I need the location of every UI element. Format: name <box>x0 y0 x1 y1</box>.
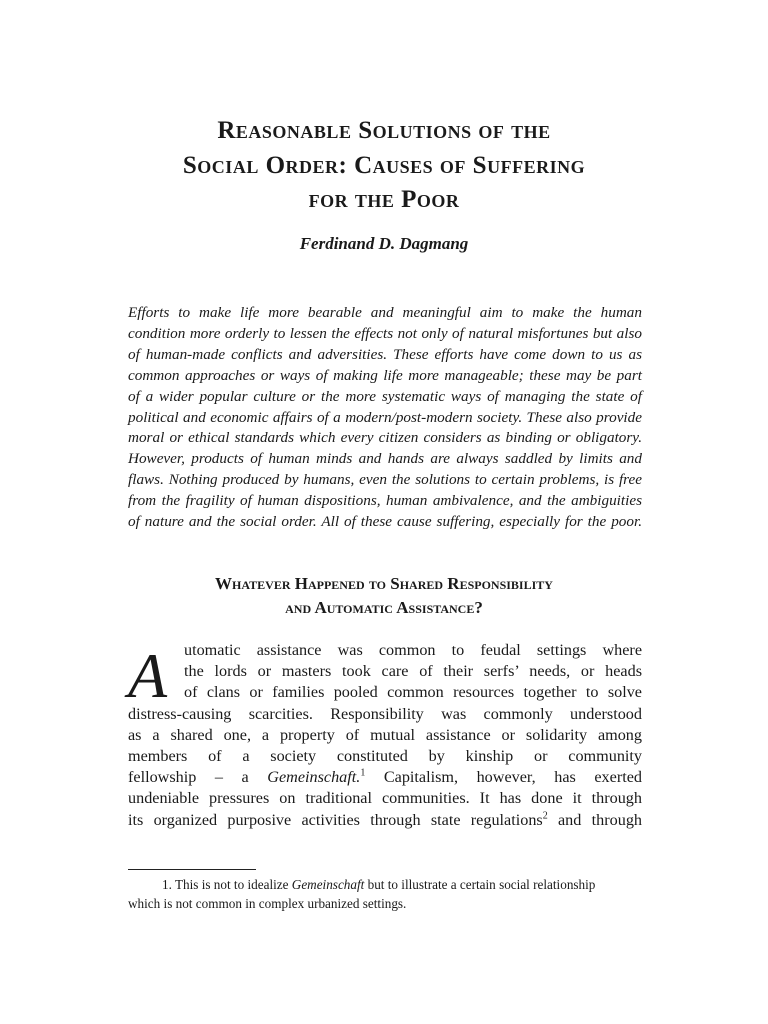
abstract-line: from the fragility of human dispositions, human ambivalence, and the ambiguities <box>128 492 642 510</box>
drop-cap: A <box>128 640 168 711</box>
abstract <box>128 303 642 533</box>
section-heading-line-1: Whatever Happened to Shared Responsibility <box>215 574 553 593</box>
body-line: as a shared one, a property of mutual assistance or solidarity among <box>128 725 642 744</box>
abstract-line: flaws. Nothing produced by humans, even the solutions to certain problems, is free <box>128 471 642 489</box>
footnote-1 <box>128 876 642 913</box>
body-paragraph <box>128 640 642 831</box>
body-text: its organized purposive activities through state regulations <box>128 810 543 829</box>
footnote-text: but to illustrate a certain social relationship <box>364 877 596 892</box>
author-name: Ferdinand D. Dagmang <box>299 234 469 253</box>
gemeinschaft-term: Gemeinschaft. <box>267 768 361 787</box>
footnote-text: 1. This is not to idealize <box>162 877 292 892</box>
body-line <box>128 767 642 788</box>
body-line: members of a society constituted by kinship or community <box>128 747 642 766</box>
body-text: Capitalism, however, has exerted <box>365 768 642 787</box>
abstract-line: political and economic affairs of a modern/post-modern society. These also provide <box>128 408 642 426</box>
section-heading-line-2: and Automatic Assistance? <box>285 598 483 617</box>
body-line: of clans or families pooled common resources together to solve <box>184 683 642 702</box>
footnote-ref-2[interactable]: 2 <box>542 810 548 822</box>
body-text: fellowship – a <box>128 768 268 787</box>
abstract-line: moral or ethical standards which every citizen considers as binding or obligatory. <box>128 429 642 447</box>
paper-title-line-1: Reasonable Solutions of the <box>217 117 551 144</box>
abstract-line: of a wider popular culture or the more systematic ways of managing the state of <box>128 387 642 405</box>
abstract-line: common approaches or ways of making life more manageable; these may be part <box>128 366 642 384</box>
body-line <box>128 810 642 831</box>
footnote-line: which is not common in complex urbanized settings. <box>128 895 407 911</box>
paper-title-line-3: for the Poor <box>308 186 460 213</box>
paper-title-line-2: Social Order: Causes of Suffering <box>182 152 586 179</box>
body-text: and through <box>547 810 643 829</box>
body-line: distress-causing scarcities. Responsibility was commonly understood <box>128 704 642 723</box>
abstract-line: of nature and the social order. All of these cause suffering, especially for the poor. <box>128 513 642 531</box>
body-line: undeniable pressures on traditional communities. It has done it through <box>128 789 642 808</box>
footnote-divider <box>128 869 256 870</box>
footnote-ref-1[interactable]: 1 <box>360 767 366 779</box>
abstract-line: condition more orderly to lessen the effects not only of natural misfortunes but also <box>128 324 642 342</box>
abstract-line: Efforts to make life more bearable and meaningful aim to make the human <box>128 304 642 321</box>
abstract-line: However, products of human minds and hands are always saddled by limits and <box>128 450 642 468</box>
footnote-line <box>128 876 642 895</box>
body-line: utomatic assistance was common to feudal settings where <box>184 641 642 659</box>
footnote-term: Gemeinschaft <box>291 877 365 892</box>
abstract-line: of human-made conflicts and adversities. These efforts have come down to us as <box>128 345 642 363</box>
body-line: the lords or masters took care of their serfs’ needs, or heads <box>184 662 642 681</box>
